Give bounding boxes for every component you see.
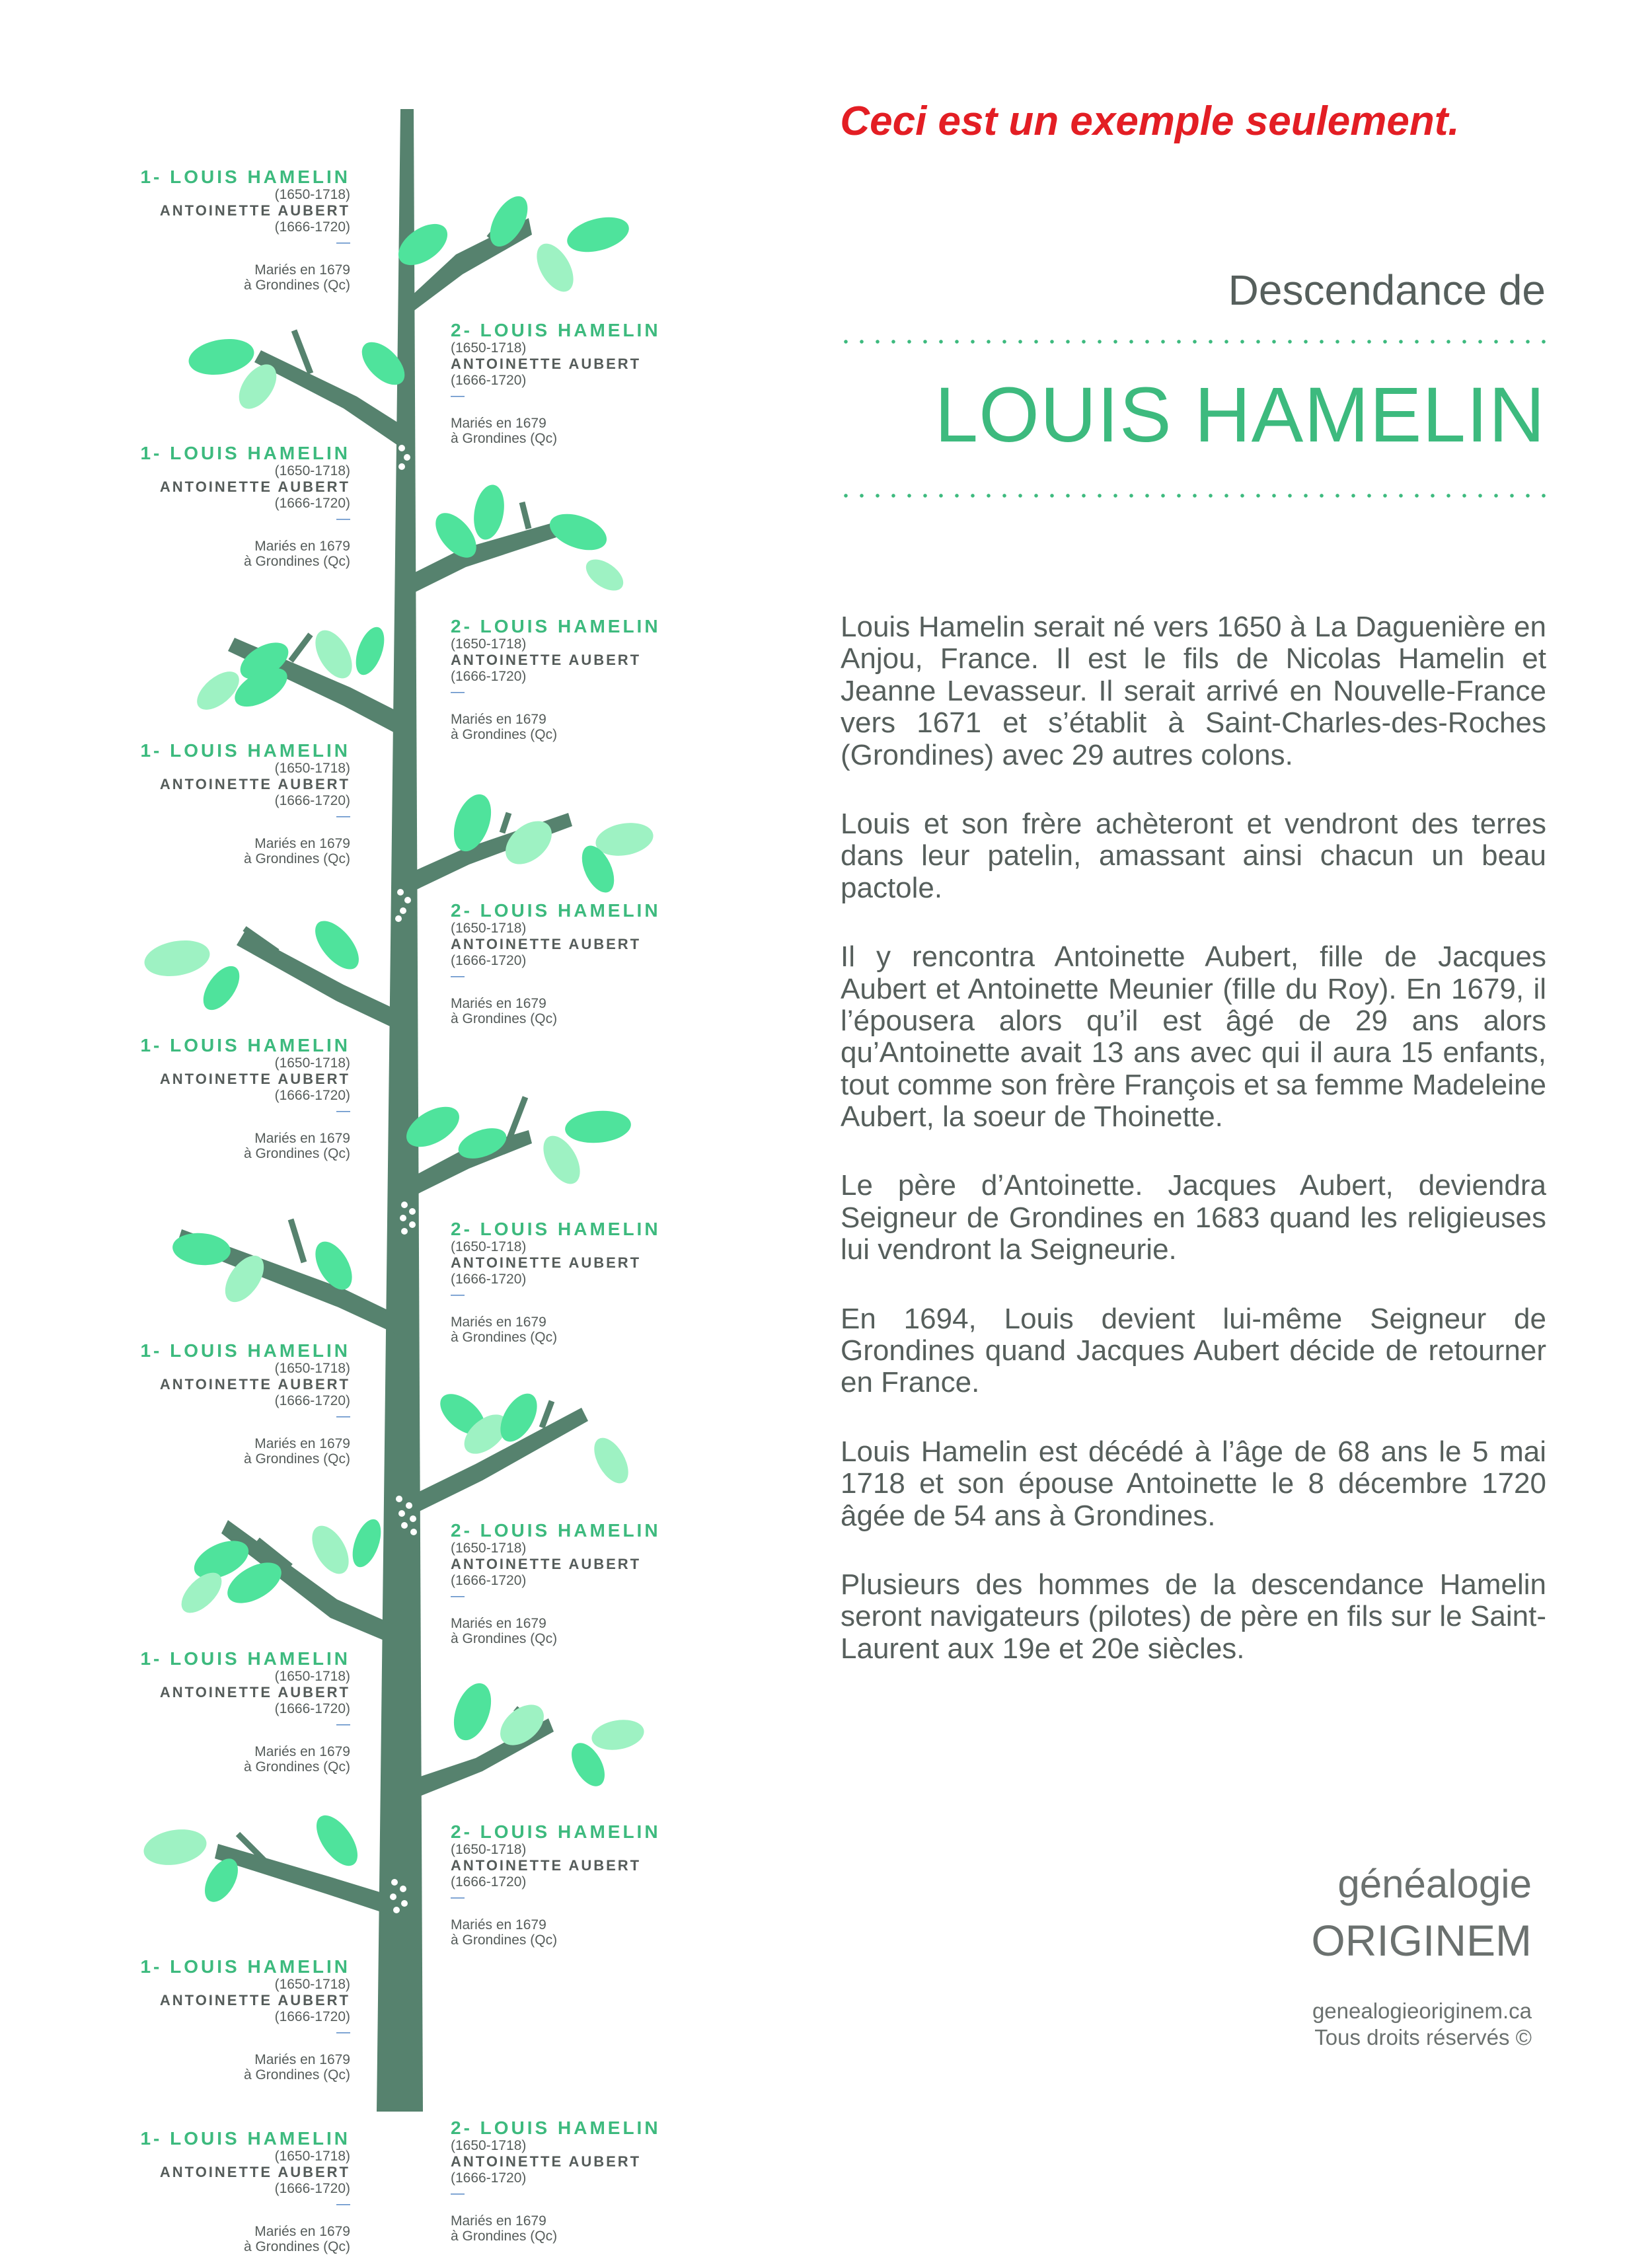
- entry-marriage: Mariés en 1679: [254, 538, 350, 554]
- biography: [841, 611, 1546, 1702]
- entry-name: 1- LOUIS HAMELIN: [140, 1340, 350, 1361]
- copyright: Tous droits réservés ©: [1314, 2025, 1532, 2049]
- entry-lifespan: (1650-1718): [274, 2149, 350, 2164]
- entry-place: à Grondines (Qc): [451, 2229, 558, 2244]
- brand-line-2: ORIGINEM: [1311, 1916, 1532, 1965]
- entry-separator: —: [336, 2024, 350, 2040]
- entry-name: 2- LOUIS HAMELIN: [451, 2118, 661, 2138]
- entry-name: 1- LOUIS HAMELIN: [140, 2128, 350, 2149]
- entry-separator: —: [451, 1588, 465, 1604]
- entry-place: à Grondines (Qc): [243, 554, 350, 570]
- entry-marriage: Mariés en 1679: [451, 1314, 546, 1330]
- entry-place: à Grondines (Qc): [451, 1330, 558, 1346]
- entry-separator: —: [336, 1103, 350, 1119]
- entry-name: 1- LOUIS HAMELIN: [140, 1648, 350, 1669]
- tree-entry: [99, 167, 350, 293]
- entry-separator: —: [451, 1890, 465, 1905]
- entry-spouse-lifespan: (1666-1720): [451, 1572, 527, 1588]
- page-title: LOUIS HAMELIN: [934, 371, 1546, 459]
- entry-lifespan: (1650-1718): [274, 761, 350, 777]
- entry-marriage: Mariés en 1679: [254, 1130, 350, 1146]
- entry-spouse: ANTOINETTE AUBERT: [159, 2163, 350, 2180]
- entry-lifespan: (1650-1718): [451, 921, 527, 936]
- entry-name: 1- LOUIS HAMELIN: [140, 443, 350, 463]
- entry-spouse-lifespan: (1666-1720): [274, 2008, 350, 2024]
- entry-marriage: Mariés en 1679: [451, 2213, 546, 2229]
- entry-lifespan: (1650-1718): [274, 1361, 350, 1377]
- entry-place: à Grondines (Qc): [451, 1631, 558, 1647]
- entry-name: 2- LOUIS HAMELIN: [451, 616, 661, 636]
- brand-line-1: généalogie: [1337, 1862, 1532, 1906]
- entry-lifespan: (1650-1718): [451, 340, 527, 356]
- tree-entry: [99, 740, 350, 867]
- entry-separator: —: [336, 1408, 350, 1424]
- entry-spouse-lifespan: (1666-1720): [451, 2170, 527, 2186]
- entry-spouse: ANTOINETTE AUBERT: [451, 1254, 642, 1271]
- entry-lifespan: (1650-1718): [274, 1669, 350, 1685]
- entry-lifespan: (1650-1718): [451, 636, 527, 652]
- tree-entry: [451, 320, 702, 447]
- tree-entry: [99, 1035, 350, 1162]
- tree-entry: [451, 1219, 702, 1346]
- entry-separator: —: [336, 1716, 350, 1732]
- entry-name: 1- LOUIS HAMELIN: [140, 167, 350, 187]
- entry-separator: —: [451, 2186, 465, 2201]
- website: genealogieoriginem.ca: [1312, 1999, 1532, 2023]
- entry-name: 2- LOUIS HAMELIN: [451, 1520, 661, 1541]
- tree-entry: [451, 2118, 702, 2244]
- entry-spouse-lifespan: (1666-1720): [451, 952, 527, 968]
- entry-marriage: Mariés en 1679: [254, 1743, 350, 1759]
- entry-place: à Grondines (Qc): [451, 1011, 558, 1027]
- entry-spouse-lifespan: (1666-1720): [274, 1393, 350, 1408]
- entry-marriage: Mariés en 1679: [451, 1615, 546, 1631]
- entry-spouse: ANTOINETTE AUBERT: [451, 1856, 642, 1874]
- entry-spouse: ANTOINETTE AUBERT: [159, 1375, 350, 1393]
- entry-separator: —: [451, 1287, 465, 1303]
- entry-spouse-lifespan: (1666-1720): [274, 1087, 350, 1103]
- entry-spouse-lifespan: (1666-1720): [451, 1874, 527, 1890]
- entry-place: à Grondines (Qc): [451, 727, 558, 743]
- entry-spouse: ANTOINETTE AUBERT: [159, 202, 350, 219]
- entry-spouse: ANTOINETTE AUBERT: [159, 1991, 350, 2008]
- entry-lifespan: (1650-1718): [451, 1541, 527, 1556]
- entry-marriage: Mariés en 1679: [254, 1435, 350, 1451]
- bio-paragraph: Louis et son frère achèteront et vendront des terres dans leur patelin, amassant ainsi chacun un beau pactole.: [841, 807, 1546, 904]
- entry-spouse-lifespan: (1666-1720): [274, 495, 350, 511]
- entry-spouse: ANTOINETTE AUBERT: [451, 1555, 642, 1572]
- entry-spouse: ANTOINETTE AUBERT: [451, 935, 642, 952]
- entry-lifespan: (1650-1718): [274, 1977, 350, 1993]
- entry-place: à Grondines (Qc): [243, 278, 350, 293]
- entry-place: à Grondines (Qc): [451, 431, 558, 447]
- entry-separator: —: [336, 808, 350, 824]
- entry-name: 1- LOUIS HAMELIN: [140, 1035, 350, 1055]
- tree-entry: [99, 1956, 350, 2083]
- entry-spouse: ANTOINETTE AUBERT: [159, 1683, 350, 1701]
- entry-place: à Grondines (Qc): [243, 1451, 350, 1467]
- tree-entry: [99, 1648, 350, 1775]
- entry-spouse-lifespan: (1666-1720): [274, 792, 350, 808]
- example-banner: Ceci est un exemple seulement.: [840, 98, 1460, 144]
- entry-separator: —: [336, 235, 350, 250]
- entry-name: 1- LOUIS HAMELIN: [140, 1956, 350, 1977]
- bio-paragraph: Le père d’Antoinette. Jacques Aubert, deviendra Seigneur de Grondines en 1683 quand les religieuses lui vendront la Seigneurie.: [841, 1169, 1546, 1266]
- entry-lifespan: (1650-1718): [274, 463, 350, 479]
- entry-marriage: Mariés en 1679: [254, 835, 350, 851]
- tree-entry: [99, 2128, 350, 2255]
- tree-entry: [99, 1340, 350, 1467]
- entry-spouse-lifespan: (1666-1720): [451, 1271, 527, 1287]
- tree-entry: [451, 1520, 702, 1647]
- entry-separator: —: [336, 511, 350, 527]
- bio-paragraph: Louis Hamelin est décédé à l’âge de 68 ans le 5 mai 1718 et son épouse Antoinette le 8 décembre 1720 âgée de 54 ans à Grondines.: [841, 1435, 1546, 1532]
- entry-spouse-lifespan: (1666-1720): [451, 668, 527, 684]
- entry-name: 1- LOUIS HAMELIN: [140, 740, 350, 761]
- bio-paragraph: En 1694, Louis devient lui-même Seigneur de Grondines quand Jacques Aubert décide de retourner en France.: [841, 1302, 1546, 1399]
- entry-lifespan: (1650-1718): [451, 1842, 527, 1858]
- tree-entry: [451, 616, 702, 743]
- entry-marriage: Mariés en 1679: [254, 262, 350, 278]
- entry-marriage: Mariés en 1679: [451, 711, 546, 727]
- entry-place: à Grondines (Qc): [451, 1932, 558, 1948]
- dotted-divider-top: [838, 338, 1552, 345]
- entry-spouse: ANTOINETTE AUBERT: [159, 775, 350, 792]
- entry-spouse: ANTOINETTE AUBERT: [451, 651, 642, 668]
- entry-separator: —: [451, 388, 465, 404]
- entry-name: 2- LOUIS HAMELIN: [451, 900, 661, 921]
- entry-separator: —: [336, 2196, 350, 2212]
- bio-paragraph: Louis Hamelin serait né vers 1650 à La Daguenière en Anjou, France. Il est le fils de Nicolas Hamelin et Jeanne Levasseur. Il serait arrivé en Nouvelle-France vers 1671 et s’établit à Saint-Charles-des-Roches (Grondines) avec 29 autres colons.: [841, 611, 1546, 771]
- tree-entry: [451, 1821, 702, 1948]
- tree-entry: [99, 443, 350, 570]
- entry-spouse: ANTOINETTE AUBERT: [159, 1070, 350, 1087]
- entry-separator: —: [451, 684, 465, 700]
- entry-spouse-lifespan: (1666-1720): [274, 1701, 350, 1716]
- entry-place: à Grondines (Qc): [243, 1759, 350, 1775]
- entry-marriage: Mariés en 1679: [451, 1917, 546, 1932]
- entry-separator: —: [451, 968, 465, 984]
- entry-name: 2- LOUIS HAMELIN: [451, 320, 661, 340]
- entry-spouse: ANTOINETTE AUBERT: [159, 478, 350, 495]
- entry-place: à Grondines (Qc): [243, 1146, 350, 1162]
- entry-spouse-lifespan: (1666-1720): [274, 2180, 350, 2196]
- entry-lifespan: (1650-1718): [274, 187, 350, 203]
- entry-marriage: Mariés en 1679: [451, 995, 546, 1011]
- entry-place: à Grondines (Qc): [243, 2239, 350, 2255]
- bio-paragraph: Plusieurs des hommes de la descendance Hamelin seront navigateurs (pilotes) de père en fils sur le Saint-Laurent aux 19e et 20e siècles.: [841, 1568, 1546, 1665]
- entry-place: à Grondines (Qc): [243, 851, 350, 867]
- bio-paragraph: Il y rencontra Antoinette Aubert, fille de Jacques Aubert et Antoinette Meunier (fille du Roy). En 1679, il l’épousera alors qu’il est âgé de 29 ans alors qu’Antoinette avait 13 ans avec qui il aura 15 enfants, tout comme son frère François et sa femme Madeleine Aubert, la soeur de Thoinette.: [841, 940, 1546, 1133]
- entry-name: 2- LOUIS HAMELIN: [451, 1219, 661, 1239]
- entry-place: à Grondines (Qc): [243, 2067, 350, 2083]
- entry-lifespan: (1650-1718): [451, 1239, 527, 1255]
- entry-marriage: Mariés en 1679: [254, 2051, 350, 2067]
- dotted-divider-bottom: [838, 492, 1552, 499]
- entry-spouse: ANTOINETTE AUBERT: [451, 2153, 642, 2170]
- page-subtitle: Descendance de: [1228, 266, 1546, 314]
- entry-spouse-lifespan: (1666-1720): [274, 219, 350, 235]
- tree-entry: [451, 900, 702, 1027]
- entry-name: 2- LOUIS HAMELIN: [451, 1821, 661, 1842]
- entry-lifespan: (1650-1718): [274, 1055, 350, 1071]
- entry-spouse-lifespan: (1666-1720): [451, 372, 527, 388]
- entry-spouse: ANTOINETTE AUBERT: [451, 355, 642, 372]
- entry-marriage: Mariés en 1679: [254, 2223, 350, 2239]
- entry-marriage: Mariés en 1679: [451, 415, 546, 431]
- entry-lifespan: (1650-1718): [451, 2138, 527, 2154]
